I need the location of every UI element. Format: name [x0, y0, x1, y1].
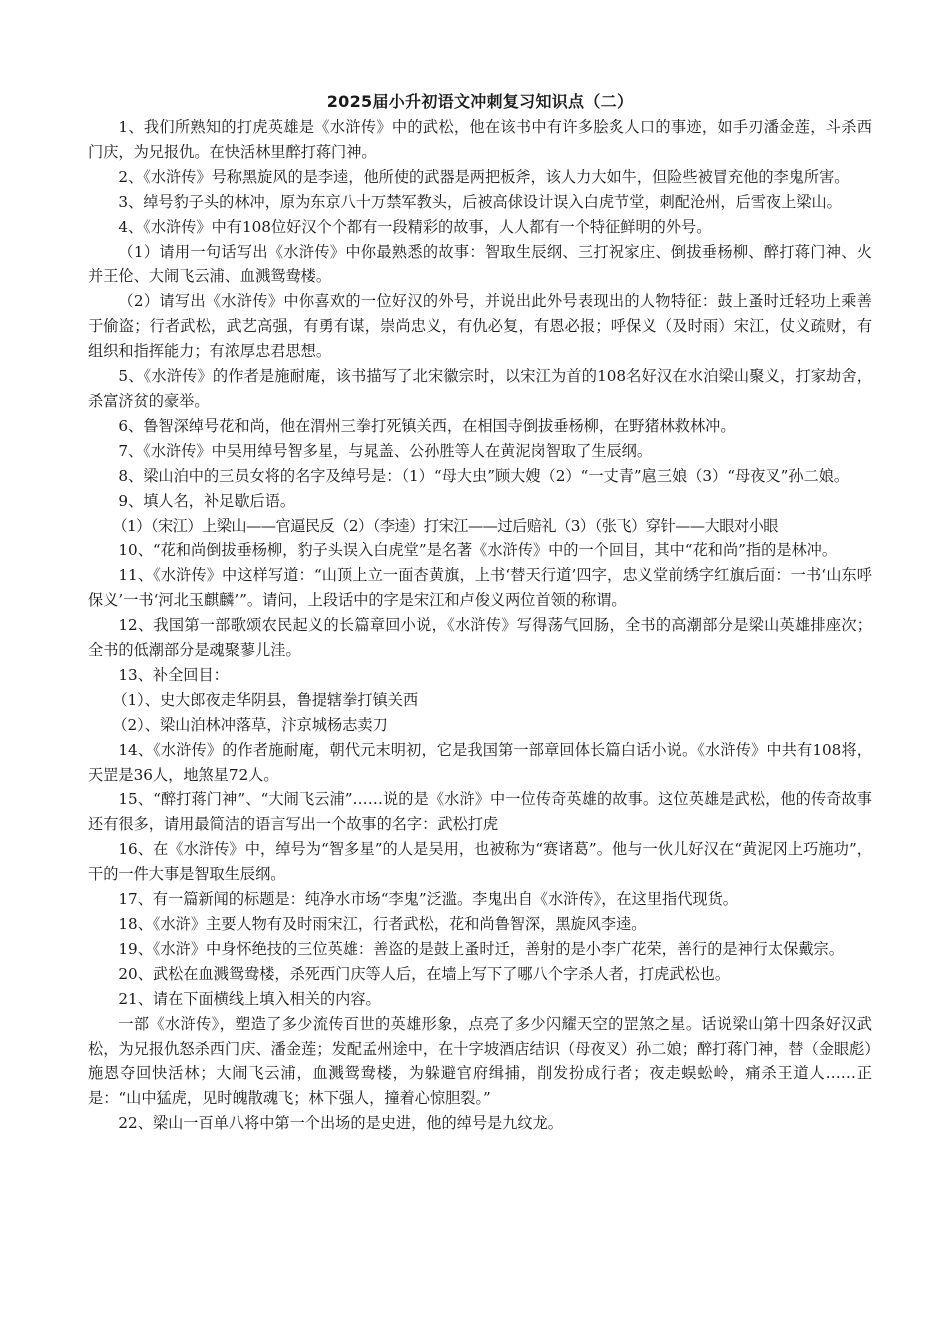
- paragraph-7: 7、《水浒传》中吴用绰号智多星，与晁盖、公孙胜等人在黄泥岗智取了生辰纲。: [118, 441, 653, 460]
- paragraph-13-item-1: （1）、史大郎夜走华阴县，鲁提辖拳打镇关西: [112, 690, 419, 709]
- paragraph-2: 2、《水浒传》号称黑旋风的是李逵，他所使的武器是两把板斧，该人力大如牛，但险些被冒充他的李鬼所害。: [118, 167, 850, 186]
- paragraph-14: 14、《水浒传》的作者施耐庵，朝代元末明初，它是我国第一部章回体长篇白话小说。《水浒传》中共有108将，天罡是36人，地煞星72人。: [88, 740, 872, 784]
- paragraph-5: 5、《水浒传》的作者是施耐庵，该书描写了北宋徽宗时，以宋江为首的108名好汉在水泊梁山聚义，打家劫舍，杀富济贫的豪举。: [88, 367, 872, 410]
- paragraph-15: 15、“醉打蒋门神”、“大闹飞云浦”……说的是《水浒》中一位传奇英雄的故事。这位英雄是武松，他的传奇故事还有很多，请用最简洁的语言写出一个故事的名字：武松打虎: [88, 790, 872, 834]
- paragraph-4-sub-1: （1）请用一句话写出《水浒传》中你最熟悉的故事：智取生辰纲、三打祝家庄、倒拔垂杨柳、醉打蒋门神、火并王伦、大闹飞云浦、血溅鸳鸯楼。: [88, 242, 872, 286]
- paragraph-4: 4、《水浒传》中有108位好汉个个都有一段精彩的故事，人人都有一个特征鲜明的外号。: [118, 217, 712, 236]
- paragraph-10: 10、“花和尚倒拔垂杨柳，豹子头误入白虎堂”是名著《水浒传》中的一个回目，其中“花和尚”指的是林冲。: [118, 541, 838, 560]
- document-title: 2025届小升初语文冲刺复习知识点（二）: [326, 92, 634, 111]
- paragraph-12: 12、我国第一部歌颂农民起义的长篇章回小说，《水浒传》写得荡气回肠，全书的高潮部分是梁山英雄排座次；全书的低潮部分是魂聚蓼儿洼。: [88, 616, 872, 660]
- paragraph-9-answers: （1）（宋江）上梁山——官逼民反（2）（李逵）打宋江——过后赔礼（3）（张飞）穿针——大眼对小眼: [112, 516, 778, 535]
- paragraph-22: 22、梁山一百单八将中第一个出场的是史进，他的绰号是九纹龙。: [118, 1114, 563, 1133]
- paragraph-13: 13、补全回目：: [118, 665, 229, 684]
- document-page: [88, 88, 872, 1136]
- paragraph-21-passage: 一部《水浒传》，塑造了多少流传百世的英雄形象，点亮了多少闪耀天空的罡煞之星。话说梁山第十四条好汉武松，为兄报仇怒杀西门庆、潘金莲；发配孟州途中，在十字坡酒店结识（母夜叉）孙二娘；醉打蒋门神，替（金眼彪）施恩夺回快活林；大闹飞云浦，血溅鸳鸯楼，为躲避官府缉捕，削发扮成行者；夜走蜈蚣岭，痛杀王道人……正是：“山中猛虎，见时魄散魂飞；林下强人，撞着心惊胆裂。”: [88, 1014, 872, 1108]
- paragraph-21: 21、请在下面横线上填入相关的内容。: [118, 989, 381, 1008]
- paragraph-18: 18、《水浒》主要人物有及时雨宋江，行者武松，花和尚鲁智深，黑旋风李逵。: [118, 915, 647, 933]
- paragraph-4-sub-2: （2）请写出《水浒传》中你喜欢的一位好汉的外号，并说出此外号表现出的人物特征：鼓上蚤时迁轻功上乘善于偷盗；行者武松，武艺高强，有勇有谋，崇尚忠义，有仇必复，有恩必报；呼保义（及时雨）宋江，仗义疏财，有组织和指挥能力；有浓厚忠君思想。: [88, 292, 872, 361]
- paragraph-17: 17、有一篇新闻的标题是：纯净水市场“李鬼”泛滥。李鬼出自《水浒传》，在这里指代现货。: [118, 890, 738, 909]
- paragraph-16: 16、在《水浒传》中，绰号为“智多星”的人是吴用，也被称为“赛诸葛”。他与一伙儿好汉在“黄泥冈上巧施功”，干的一件大事是智取生辰纲。: [88, 840, 872, 884]
- paragraph-8: 8、梁山泊中的三员女将的名字及绰号是：（1）“母大虫”顾大嫂（2）“一丈青”扈三娘（3）“母夜叉”孙二娘。: [118, 466, 850, 485]
- paragraph-13-item-2: （2）、梁山泊林冲落草，汴京城杨志卖刀: [112, 715, 388, 734]
- paragraph-19: 19、《水浒》中身怀绝技的三位英雄：善盗的是鼓上蚤时迁，善射的是小李广花荣，善行的是神行太保戴宗。: [118, 939, 844, 958]
- paragraph-3: 3、绰号豹子头的林冲，原为东京八十万禁军教头，后被高俅设计误入白虎节堂，刺配沧州，后雪夜上梁山。: [118, 192, 842, 211]
- paragraph-9: 9、填人名，补足歇后语。: [118, 491, 296, 510]
- paragraph-20: 20、武松在血溅鸳鸯楼，杀死西门庆等人后，在墙上写下了哪八个字杀人者，打虎武松也。: [118, 964, 731, 983]
- paragraph-11: 11、《水浒传》中这样写道：“山顶上立一面杏黄旗，上书‘替天行道’四字，忠义堂前绣字红旗后面：一书‘山东呼保义’一书‘河北玉麒麟’”。请问，上段话中的字是宋江和卢俊义两位首领的称谓。: [88, 566, 872, 610]
- paragraph-1: 1、我们所熟知的打虎英雄是《水浒传》中的武松，他在该书中有许多脍炙人口的事迹，如手刃潘金莲，斗杀西门庆，为兄报仇。在快活林里醉打蒋门神。: [88, 118, 872, 161]
- paragraph-6: 6、鲁智深绰号花和尚，他在渭州三拳打死镇关西，在相国寺倒拔垂杨柳，在野猪林救林冲。: [118, 416, 736, 435]
